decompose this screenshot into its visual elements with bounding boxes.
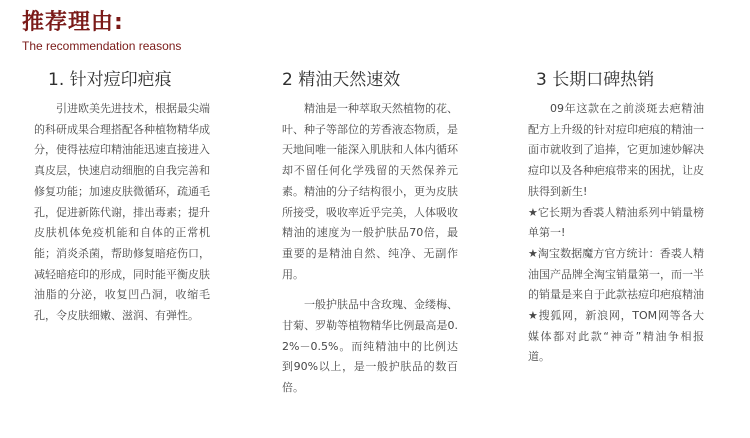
section-title: 推荐理由: [22, 10, 124, 35]
reason-body-1 [34, 99, 210, 327]
reason-column-1 [34, 68, 210, 327]
reason-list-item: ★搜狐网，新浪网，TOM网等各大媒体都对此款“神奇”精油争相报道。 [528, 309, 704, 364]
reason-list-item: ★它长期为香裘人精油系列中销量榜单第一! [528, 205, 704, 240]
reason-paragraph: 精油是一种萃取天然植物的花、叶、种子等部位的芳香液态物质，是天地间唯一能深入肌肤和人体内循环却不留任何化学残留的天然保养元素。精油的分子结构很小，更为皮肤所接受，吸收率近乎完美，人体吸收精油的速度为一般护肤品70倍，最重要的是精油自然、纯净、无副作用。 [282, 102, 458, 281]
reason-body-2 [282, 99, 458, 399]
reason-body-3 [528, 99, 704, 368]
reason-list-item: ★淘宝数据魔方官方统计：香裘人精油国产品牌全淘宝销量第一，而一半的销量是来自于此款祛痘印疤痕精油 [528, 246, 704, 302]
reason-column-3 [528, 68, 704, 368]
reason-paragraph: 一般护肤品中含玫瑰、金缕梅、甘菊、罗勒等植物精华比例最高是0.2%－0.5%。而纯精油中的比例达到90%以上，是一般护肤品的数百倍。 [282, 298, 458, 395]
reason-column-2 [282, 68, 458, 399]
header [22, 8, 181, 53]
section-subtitle: The recommendation reasons [22, 39, 182, 53]
reason-title-3: 3 长期口碑热销 [536, 70, 655, 90]
reason-paragraph: 09年这款在之前淡斑去疤精油配方上升级的针对痘印疤痕的精油一面市就收到了追捧，它更加速妙解决痘印以及各种疤痕带来的困扰，让皮肤得到新生! [528, 102, 704, 198]
reason-title-1: 1. 针对痘印疤痕 [48, 70, 172, 90]
reason-paragraph: 引进欧美先进技术，根据最尖端的科研成果合理搭配各种植物精华成分，使得祛痘印精油能迅速直接进入真皮层，快速启动细胞的自我完善和修复功能；加速皮肤微循环，疏通毛孔，促进新陈代谢，排出毒素；提升皮肤机体免疫机能和自体的正常机能；消炎杀菌，帮助修复暗疮伤口，减轻暗疮印的形成，同时能平衡皮肤油脂的分泌，收复凹凸洞，收缩毛孔，令皮肤细嫩、滋润、有弹性。 [34, 102, 210, 323]
reason-title-2: 2 精油天然速效 [282, 70, 401, 90]
